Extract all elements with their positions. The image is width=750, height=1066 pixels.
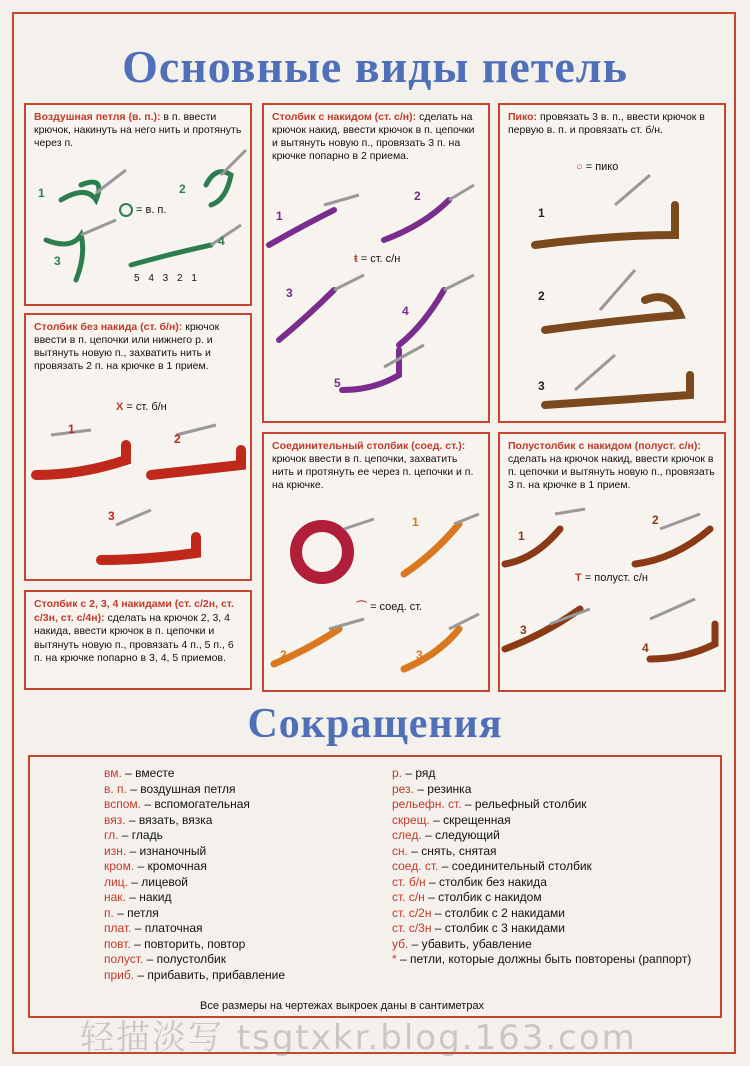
abbreviation-key: след. bbox=[392, 828, 422, 842]
abbreviation-row bbox=[104, 968, 285, 984]
panel-hdc-text: сделать на крючок накид, ввести крючок в п. цепочки и вытянуть новую п., провязать 3 п. на крючке в 1 прием. bbox=[508, 453, 715, 491]
slst-symbol-icon: ⌒ bbox=[356, 601, 367, 613]
abbreviation-value: – накид bbox=[125, 890, 172, 904]
dc-symbol-icon: ŧ bbox=[354, 253, 358, 265]
abbreviation-key: вяз. bbox=[104, 812, 126, 827]
panel-sc-name: Столбик без накида (ст. б/н): bbox=[34, 321, 183, 333]
abbreviation-key: плат. bbox=[104, 921, 132, 935]
abbreviation-key: п. bbox=[104, 905, 114, 920]
abbreviation-row bbox=[104, 921, 285, 937]
sc-step-1: 1 bbox=[68, 422, 75, 436]
abbreviation-value: – кромочная bbox=[134, 859, 207, 873]
abbreviation-value: – скрещенная bbox=[429, 812, 511, 827]
sc-illustration bbox=[26, 315, 254, 583]
abbreviation-value: – убавить, убавление bbox=[408, 936, 532, 951]
abbreviation-key: полуст. bbox=[104, 952, 144, 966]
picot-step-2: 2 bbox=[538, 289, 545, 303]
page-title: Основные виды петель bbox=[122, 41, 628, 92]
abbreviation-row bbox=[104, 766, 285, 782]
picot-step-3: 3 bbox=[538, 379, 545, 393]
abbreviation-key: лиц. bbox=[104, 874, 128, 889]
abbreviation-row bbox=[392, 890, 692, 906]
watermark: 轻描淡写 tsgtxkr.blog.163.com bbox=[80, 1018, 637, 1058]
abbreviation-row bbox=[104, 875, 285, 891]
abbreviation-value: – изнаночный bbox=[126, 843, 207, 858]
abbreviation-key: изн. bbox=[104, 843, 127, 858]
hdc-step-1: 1 bbox=[518, 529, 525, 543]
abbreviation-value: – столбик с 2 накидами bbox=[431, 905, 565, 920]
slst-step-3: 3 bbox=[416, 648, 423, 662]
panel-tr-text: сделать на крючок 2, 3, 4 накида, ввести крючок в п. цепочки и вытянуть новую п., провязать 4 п., 5 п., 6 п. на крючке попарно в 3, 4, 5 приемов. bbox=[34, 611, 234, 664]
dc-step-3: 3 bbox=[286, 286, 293, 300]
abbreviation-value: – резинка bbox=[413, 781, 472, 796]
panel-tr-name: Столбик с 2, 3, 4 накидами (ст. с/2н, ст. с/3н, ст. с/4н): bbox=[34, 598, 234, 624]
chain-symbol-label: = в. п. bbox=[136, 204, 167, 216]
abbreviation-row bbox=[104, 828, 285, 844]
abbreviation-value: – воздушная петля bbox=[126, 781, 236, 796]
slst-step-1: 1 bbox=[412, 515, 419, 529]
abbreviation-key: скрещ. bbox=[392, 812, 430, 827]
abbreviation-key: кром. bbox=[104, 859, 135, 873]
abbreviation-row bbox=[392, 937, 692, 953]
abbreviation-key: приб. bbox=[104, 967, 135, 982]
abbreviation-row bbox=[104, 782, 285, 798]
abbreviation-value: – снять, снятая bbox=[407, 843, 497, 858]
abbreviation-row bbox=[392, 952, 692, 968]
hdc-step-2: 2 bbox=[652, 513, 659, 527]
panel-chain-text: в п. ввести крючок, накинуть на него нить и протянуть через п. bbox=[34, 111, 242, 149]
abbreviation-row bbox=[104, 906, 285, 922]
picot-step-1: 1 bbox=[538, 206, 545, 220]
hdc-symbol-label: = полуст. с/н bbox=[584, 572, 648, 584]
abbreviation-value: – рельефный столбик bbox=[461, 797, 587, 811]
chain-step-4: 4 bbox=[218, 234, 225, 248]
abbreviation-value: – столбик с накидом bbox=[424, 890, 542, 904]
abbreviation-key: ст. б/н bbox=[392, 874, 426, 889]
abbreviation-key: * bbox=[392, 952, 397, 966]
abbreviation-key: сн. bbox=[392, 843, 408, 858]
panel-tr bbox=[24, 590, 252, 690]
panel-picot bbox=[498, 103, 726, 423]
panel-picot-name: Пико: bbox=[508, 111, 538, 123]
abbreviation-key: ст. с/2н bbox=[392, 905, 432, 920]
panel-chain-name: Воздушная петля (в. п.): bbox=[34, 111, 161, 123]
dc-step-2: 2 bbox=[414, 189, 421, 203]
abbreviation-key: рез. bbox=[392, 781, 414, 796]
abbreviation-row bbox=[392, 906, 692, 922]
panel-hdc-name: Полустолбик с накидом (полуст. с/н): bbox=[508, 440, 701, 452]
abbreviation-value: – прибавить, прибавление bbox=[134, 967, 286, 982]
abbreviation-row bbox=[392, 797, 692, 813]
abbreviations-right bbox=[392, 766, 692, 968]
abbreviation-row bbox=[104, 952, 285, 968]
slst-symbol-label: = соед. ст. bbox=[370, 601, 423, 613]
panel-sc-text: крючок ввести в п. цепочки или нижнего р. и вытянуть новую п., захватить нить и провязать 2 п. на крючке в 1 прием. bbox=[34, 321, 220, 372]
footer-note: Все размеры на чертежах выкроек даны в сантиметрах bbox=[200, 1000, 485, 1012]
abbreviation-row bbox=[392, 766, 692, 782]
dc-step-4: 4 bbox=[402, 304, 409, 318]
abbreviation-value: – ряд bbox=[402, 766, 436, 780]
panel-hdc bbox=[498, 432, 726, 692]
abbreviations-title: Сокращения bbox=[247, 701, 503, 747]
chain-numbers: 5 4 3 2 1 bbox=[134, 273, 200, 284]
abbreviation-row bbox=[392, 844, 692, 860]
abbreviation-value: – повторить, повтор bbox=[130, 936, 246, 951]
abbreviation-value: – вместе bbox=[121, 766, 175, 780]
panel-slst-name: Соединительный столбик (соед. ст.): bbox=[272, 440, 466, 452]
abbreviation-key: рельефн. ст. bbox=[392, 797, 462, 811]
abbreviation-row bbox=[392, 782, 692, 798]
abbreviation-row bbox=[104, 844, 285, 860]
slst-step-2: 2 bbox=[280, 648, 287, 662]
picot-symbol-icon: ○ bbox=[576, 161, 583, 173]
abbreviation-row bbox=[104, 797, 285, 813]
abbreviation-value: – вязать, вязка bbox=[125, 812, 213, 827]
abbreviation-key: р. bbox=[392, 766, 403, 780]
hdc-symbol-icon: T bbox=[575, 572, 582, 584]
abbreviation-key: вспом. bbox=[104, 797, 141, 811]
abbreviation-row bbox=[104, 859, 285, 875]
abbreviation-value: – столбик с 3 накидами bbox=[431, 921, 565, 935]
hdc-illustration bbox=[500, 434, 728, 694]
abbreviation-row bbox=[392, 921, 692, 937]
abbreviation-key: гл. bbox=[104, 828, 119, 842]
abbreviation-row bbox=[104, 813, 285, 829]
panel-dc-name: Столбик с накидом (ст. с/н): bbox=[272, 111, 417, 123]
abbreviation-row bbox=[104, 890, 285, 906]
dc-illustration bbox=[264, 105, 492, 425]
abbreviation-value: – платочная bbox=[131, 921, 203, 935]
hdc-step-4: 4 bbox=[642, 641, 649, 655]
hdc-step-3: 3 bbox=[520, 623, 527, 637]
chain-step-1: 1 bbox=[38, 186, 45, 200]
abbreviation-value: – гладь bbox=[118, 828, 163, 842]
sc-step-3: 3 bbox=[108, 509, 115, 523]
abbreviation-value: – вспомогательная bbox=[141, 797, 250, 811]
abbreviation-key: ст. с/н bbox=[392, 890, 425, 904]
sc-symbol-icon: X bbox=[116, 401, 124, 413]
abbreviation-row bbox=[392, 875, 692, 891]
dc-symbol-label: = ст. с/н bbox=[360, 253, 401, 265]
dc-step-5: 5 bbox=[334, 376, 341, 390]
panel-dc-text: сделать на крючок накид, ввести крючок в п. цепочки и вытянуть новую п., провязать 3 п. на крючке попарно в 2 приема. bbox=[272, 111, 475, 162]
dc-step-1: 1 bbox=[276, 209, 283, 223]
abbreviation-key: нак. bbox=[104, 890, 126, 904]
abbreviation-key: соед. ст. bbox=[392, 859, 439, 873]
abbreviation-value: – полустолбик bbox=[143, 952, 226, 966]
panel-sc bbox=[24, 313, 252, 581]
abbreviation-value: – столбик без накида bbox=[425, 874, 547, 889]
panel-slst-text: крючок ввести в п. цепочки, захватить нить и протянуть ее через п. цепочки и п. на крючке. bbox=[272, 453, 474, 491]
abbreviation-row bbox=[392, 813, 692, 829]
panel-dc bbox=[262, 103, 490, 423]
abbreviation-key: уб. bbox=[392, 936, 409, 951]
panel-picot-text: провязать 3 в. п., ввести крючок в первую в. п. и провязать ст. б/н. bbox=[508, 111, 705, 136]
panel-slst bbox=[262, 432, 490, 692]
abbreviation-value: – следующий bbox=[421, 828, 500, 842]
sc-symbol-label: = ст. б/н bbox=[126, 401, 167, 413]
abbreviation-value: – лицевой bbox=[127, 874, 188, 889]
abbreviations-left bbox=[104, 766, 285, 983]
picot-symbol-label: = пико bbox=[585, 161, 619, 173]
chain-step-2: 2 bbox=[179, 182, 186, 196]
abbreviation-value: – петля bbox=[113, 905, 159, 920]
picot-illustration bbox=[500, 105, 728, 425]
panel-chain bbox=[24, 103, 252, 306]
abbreviation-row bbox=[392, 828, 692, 844]
chain-step-3: 3 bbox=[54, 254, 61, 268]
abbreviation-key: вм. bbox=[104, 766, 122, 780]
slst-illustration bbox=[264, 434, 492, 694]
abbreviation-value: – петли, которые должны быть повторены (раппорт) bbox=[396, 952, 692, 966]
abbreviation-key: повт. bbox=[104, 936, 131, 951]
abbreviation-row bbox=[104, 937, 285, 953]
abbreviation-key: ст. с/3н bbox=[392, 921, 432, 935]
abbreviation-key: в. п. bbox=[104, 781, 127, 796]
sc-step-2: 2 bbox=[174, 432, 181, 446]
abbreviation-value: – соединительный столбик bbox=[438, 859, 592, 873]
abbreviation-row bbox=[392, 859, 692, 875]
